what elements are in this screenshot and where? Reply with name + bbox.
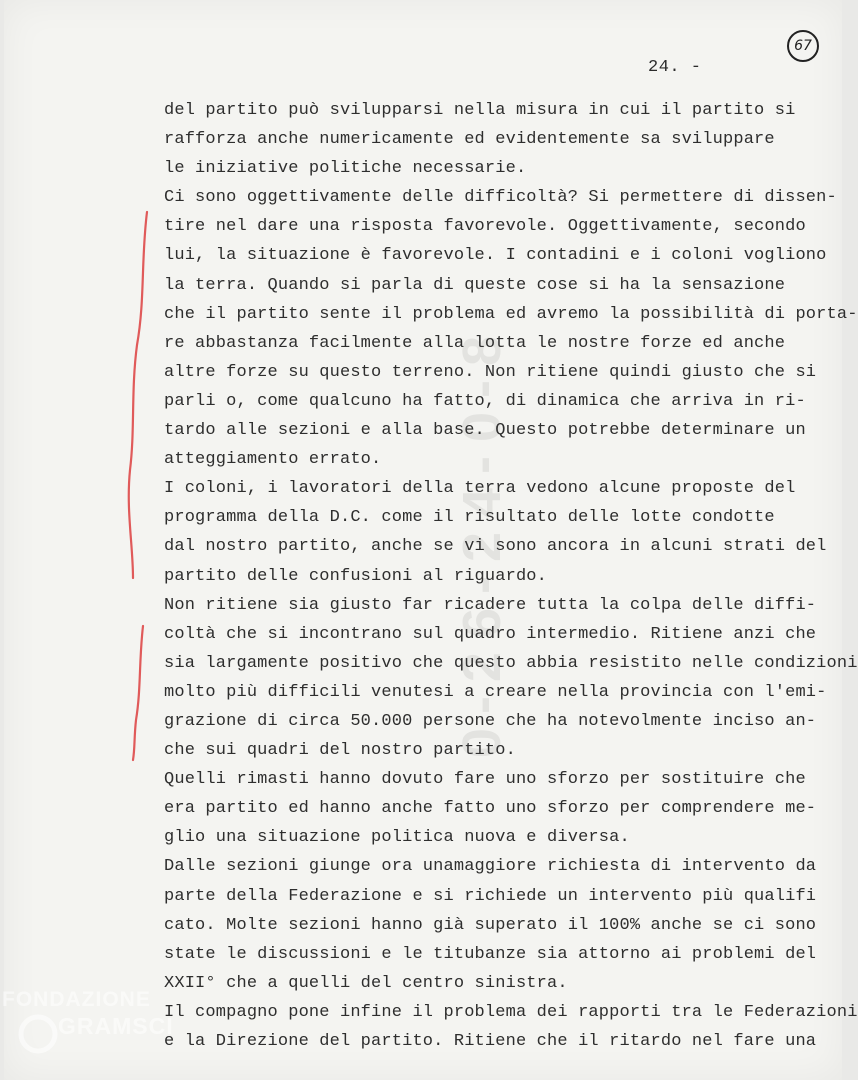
text-line: tardo alle sezioni e alla base. Questo potrebbe determinare un	[164, 421, 806, 441]
page-number: 24. -	[648, 58, 702, 77]
text-line: parte della Federazione e si richiede un intervento più qualifi	[164, 886, 817, 906]
text-line: era partito ed hanno anche fatto uno sforzo per comprendere me-	[164, 799, 817, 819]
text-line: dal nostro partito, anche se vi sono ancora in alcuni strati del	[164, 537, 827, 557]
text-line: sia largamente positivo che questo abbia resistito nelle condizioni	[164, 653, 858, 673]
text-line: state le discussioni e le titubanze sia attorno ai problemi del	[164, 944, 817, 964]
text-line: Quelli rimasti hanno dovuto fare uno sforzo per sostituire che	[164, 770, 806, 790]
text-line: Ci sono oggettivamente delle difficoltà? Si permettere di dissen-	[164, 188, 837, 208]
text-line: che il partito sente il problema ed avremo la possibilità di porta-	[164, 304, 858, 324]
text-line: partito delle confusioni al riguardo.	[164, 566, 548, 586]
text-line: e la Direzione del partito. Ritiene che il ritardo nel fare una	[164, 1032, 817, 1051]
text-line: I coloni, i lavoratori della terra vedono alcune proposte del	[164, 479, 796, 499]
folio-stamp: 67	[787, 30, 819, 62]
text-line: molto più difficili venutesi a creare nella provincia con l'emi-	[164, 682, 827, 702]
text-line: programma della D.C. come il risultato delle lotte condotte	[164, 508, 775, 528]
text-line: Dalle sezioni giunge ora unamaggiore richiesta di intervento da	[164, 857, 817, 877]
text-line: altre forze su questo terreno. Non ritiene quindi giusto che si	[164, 362, 817, 382]
document-page	[4, 0, 858, 1080]
text-line: parli o, come qualcuno ha fatto, di dinamica che arriva in ri-	[164, 391, 806, 411]
text-line: che sui quadri del nostro partito.	[164, 741, 516, 761]
text-line: Il compagno pone infine il problema dei rapporti tra le Federazioni	[164, 1002, 858, 1022]
text-line: grazione di circa 50.000 persone che ha notevolmente inciso an-	[164, 711, 817, 731]
text-line: Non ritiene sia giusto far ricadere tutta la colpa delle diffi-	[164, 595, 817, 615]
text-line: coltà che si incontrano sul quadro intermedio. Ritiene anzi che	[164, 624, 817, 644]
text-line: le iniziative politiche necessarie.	[164, 159, 527, 179]
text-line: atteggiamento errato.	[164, 450, 382, 470]
text-line: lui, la situazione è favorevole. I contadini e i coloni vogliono	[164, 246, 827, 266]
text-line: tire nel dare una risposta favorevole. Oggettivamente, secondo	[164, 217, 806, 237]
text-line: glio una situazione politica nuova e diversa.	[164, 828, 630, 848]
text-line: XXII° che a quelli del centro sinistra.	[164, 973, 568, 993]
watermark-logo-line-1: FONDAZIONE	[2, 988, 151, 1011]
typewritten-body	[164, 96, 858, 1056]
text-line: del partito può svilupparsi nella misura in cui il partito si	[164, 101, 796, 120]
text-line: la terra. Quando si parla di queste cose si ha la sensazione	[164, 275, 786, 295]
watermark-logo-line-2: GRAMSCI	[58, 1013, 174, 1039]
text-line: cato. Molte sezioni hanno già superato il 100% anche se ci sono	[164, 915, 817, 935]
text-line: re abbastanza facilmente alla lotta le nostre forze ed anche	[164, 333, 786, 353]
text-line: rafforza anche numericamente ed evidentemente sa sviluppare	[164, 130, 775, 150]
